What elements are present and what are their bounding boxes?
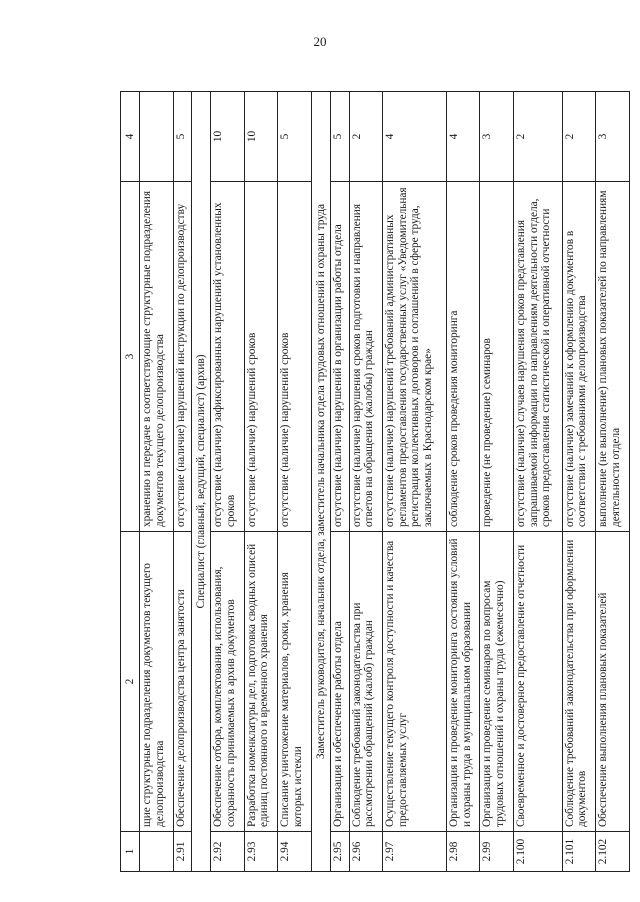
row-number: 2.94 bbox=[278, 832, 312, 872]
points-cell: 10 bbox=[244, 92, 278, 182]
row-number: 2.95 bbox=[331, 832, 350, 872]
header-cell: 2 bbox=[121, 532, 140, 832]
criterion-cell: Организация и проведение семинаров по вопросам трудовых отношений и охраны труда (ежемесячно) bbox=[480, 532, 514, 832]
points-cell: 5 bbox=[331, 92, 350, 182]
indicator-cell: хранению и передаче в соответствующие структурные подразделения документов текущего делопроизводства bbox=[140, 182, 174, 532]
criterion-cell: Своевременное и достоверное предоставление отчетности bbox=[514, 532, 563, 832]
criterion-cell: Соблюдение требований законодательства при оформлении документов bbox=[562, 532, 596, 832]
table-row bbox=[244, 92, 278, 872]
points-cell: 4 bbox=[446, 92, 480, 182]
table-row bbox=[278, 92, 312, 872]
table-row bbox=[331, 92, 350, 872]
points-cell: 2 bbox=[349, 92, 383, 182]
points-cell: 3 bbox=[480, 92, 514, 182]
header-cell: 3 bbox=[121, 182, 140, 532]
header-cell: 4 bbox=[121, 92, 140, 182]
row-number: 2.101 bbox=[562, 832, 596, 872]
row-number: 2.92 bbox=[211, 832, 245, 872]
criterion-cell: Осуществление текущего контроля доступности и качества предоставляемых услуг bbox=[383, 532, 447, 832]
indicator-cell: отсутствие (наличие) нарушений в организации работы отдела bbox=[331, 182, 350, 532]
points-cell: 4 bbox=[383, 92, 447, 182]
section-row bbox=[312, 92, 331, 872]
points-cell: 5 bbox=[278, 92, 312, 182]
indicator-cell: отсутствие (наличие) нарушений инструкции по делопроизводству bbox=[173, 182, 192, 532]
row-number: 2.96 bbox=[349, 832, 383, 872]
row-number: 2.97 bbox=[383, 832, 447, 872]
criterion-cell: Списание уничтожение материалов, сроки, хранения которых истекли bbox=[278, 532, 312, 832]
table-row bbox=[514, 92, 563, 872]
points-cell: 5 bbox=[173, 92, 192, 182]
indicator-cell: отсутствие (наличие) случаев нарушения сроков представления запрашиваемой информации по направлениям деятельности отдела, сроков предоставления статистической и оперативной отчетности bbox=[514, 182, 563, 532]
rotated-table-container bbox=[120, 92, 630, 872]
indicator-cell: отсутствие (наличие) зафиксированных нарушений установленных сроков bbox=[211, 182, 245, 532]
table-row bbox=[211, 92, 245, 872]
row-number: 2.93 bbox=[244, 832, 278, 872]
indicator-cell: отсутствие (наличие) нарушений сроков bbox=[278, 182, 312, 532]
table-row bbox=[480, 92, 514, 872]
criterion-cell: Соблюдение требований законодательства при рассмотрении обращений (жалоб) граждан bbox=[349, 532, 383, 832]
section-title: Заместитель руководителя, начальник отдела, заместитель начальника отдела трудовых отношений и охраны труда bbox=[312, 92, 331, 872]
table-row bbox=[173, 92, 192, 872]
criterion-cell: Обеспечение делопроизводства центра занятости bbox=[173, 532, 192, 832]
indicator-cell: выполнение (не выполнение) плановых показателей по направлениям деятельности отдела bbox=[596, 182, 630, 532]
row-number: 2.91 bbox=[173, 832, 192, 872]
criterion-cell: Обеспечение выполнения плановых показателей bbox=[596, 532, 630, 832]
header-row bbox=[121, 92, 140, 872]
section-title: Специалист (главный, ведущий, специалист) (архив) bbox=[192, 92, 211, 872]
criterion-cell: Разработка номенклатуры дел, подготовка сводных описей единиц постоянного и временного хранения bbox=[244, 532, 278, 832]
criterion-cell: Организация и проведение мониторинга состояния условий и охраны труда в муниципальном образовании bbox=[446, 532, 480, 832]
table-row bbox=[446, 92, 480, 872]
table-row bbox=[349, 92, 383, 872]
row-number bbox=[140, 832, 174, 872]
header-cell: 1 bbox=[121, 832, 140, 872]
criterion-cell: щие структурные подразделения документов текущего делопроизводства bbox=[140, 532, 174, 832]
points-cell bbox=[140, 92, 174, 182]
table-row bbox=[140, 92, 174, 872]
row-number: 2.100 bbox=[514, 832, 563, 872]
criteria-table bbox=[120, 91, 630, 872]
page-number: 20 bbox=[313, 34, 327, 49]
row-number: 2.98 bbox=[446, 832, 480, 872]
row-number: 2.102 bbox=[596, 832, 630, 872]
points-cell: 2 bbox=[562, 92, 596, 182]
indicator-cell: проведение (не проведение) семинаров bbox=[480, 182, 514, 532]
table-row bbox=[562, 92, 596, 872]
indicator-cell: отсутствие (наличие) нарушений требований административных регламентов предоставления государственных услуг «Уведомительная регистрация коллективных договоров и соглашений в сфере труда, заключаемых в Краснодарском крае» bbox=[383, 182, 447, 532]
table-row bbox=[596, 92, 630, 872]
indicator-cell: отсутствие (наличие) нарушений сроков bbox=[244, 182, 278, 532]
points-cell: 10 bbox=[211, 92, 245, 182]
row-number: 2.99 bbox=[480, 832, 514, 872]
points-cell: 3 bbox=[596, 92, 630, 182]
indicator-cell: отсутствие (наличие) замечаний к оформлению документов в соответствии с требованиями делопроизводства bbox=[562, 182, 596, 532]
criterion-cell: Обеспечение отбора, комплектования, использования, сохранность принимаемых в архив документов bbox=[211, 532, 245, 832]
indicator-cell: соблюдение сроков проведения мониторинга bbox=[446, 182, 480, 532]
points-cell: 2 bbox=[514, 92, 563, 182]
indicator-cell: отсутствие (наличие) нарушения сроков подготовки и направления ответов на обращения (жалобы) граждан bbox=[349, 182, 383, 532]
table-row bbox=[383, 92, 447, 872]
criterion-cell: Организация и обеспечение работы отдела bbox=[331, 532, 350, 832]
section-row bbox=[192, 92, 211, 872]
